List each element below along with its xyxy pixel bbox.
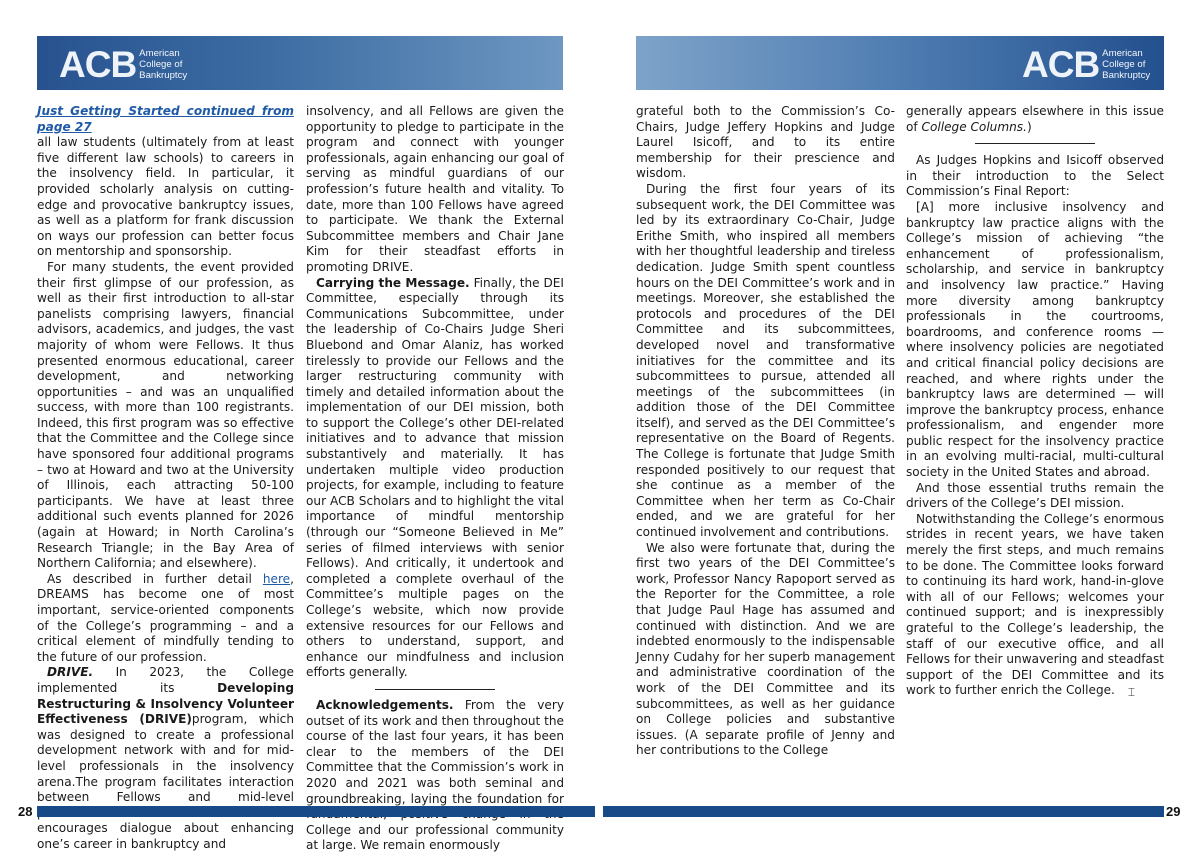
paragraph-text: Notwithstanding the College’s enormous strides in recent years, we have taken merely the first steps, and much remains to be done. The Committee looks forward to continuing its hard work, hand-in-glove with all of our Fellows; welcomes your continued support; and is inexpressibly grateful to the College’s leadership, the staff of our executive office, and all Fellows for their unwavering and steadfast support of the DEI Committee and its work to further enrich the College. <box>906 511 1165 698</box>
paragraph <box>306 276 564 681</box>
section-divider <box>375 689 495 690</box>
paragraph-text: , DREAMS has become one of most important, service-oriented components of the College’s programming – and a critical element of mindfully tending to the future of our profession. <box>37 571 294 664</box>
logo-line: American <box>1102 47 1143 59</box>
paragraph: For many students, the event provided their first glimpse of our profession, as well as their first introduction to all-star panelists comprising lawyers, financial advisors, academics, and judges, the vast majority of whom were Fellows. It thus presented enormous educational, career development, and networking opportunities – and was an unqualified success, with more than 100 registrants. Indeed, this first program was so effective that the Committee and the College since have sponsored four additional programs – two at Howard and two at the University of Illinois, each attracting 50-100 participants. We have at least three additional such events planned for 2026 (again at Howard; in North Carolina’s Research Triangle; in the Bay Area of Northern California; and elsewhere). <box>37 259 294 571</box>
paragraph <box>906 512 1164 700</box>
paragraph-text: In 2023, the College implemented its <box>37 665 294 695</box>
paragraph <box>306 698 564 854</box>
publication-title: College Columns. <box>921 119 1027 134</box>
text-cursor-icon: ⌶ <box>1127 685 1136 700</box>
header-banner-left <box>37 36 563 90</box>
page-number-left: 28 <box>18 804 33 819</box>
paragraph: grateful both to the Commission’s Co-Chairs, Judge Jeffery Hopkins and Judge Laurel Isicoff, and to its entire membership for their prescience and wisdom. <box>636 104 895 181</box>
logo-mark: ACB <box>59 43 137 85</box>
paragraph: We also were fortunate that, during the first two years of the DEI Committee’s work, Professor Nancy Rapoport served as the Reporter for the Committee, a role that Judge Paul Hage has assumed and continued with distinction. And we are indebted enormously to the indispensable Jenny Cudahy for her superb management and administrative coordination of the work of the DEI Committee and its subcommittees, as well as her guidance on College policies and substantive issues. (A separate profile of Jenny and her contributions to the College <box>636 540 895 758</box>
logo-line: College of <box>1102 58 1146 70</box>
block-quote: [A] more inclusive insolvency and bankruptcy law practice aligns with the College’s mission of achieving “the enhancement of professionalism, scholarship, and service in bankruptcy and insolvency law practice.” Having more diversity among bankruptcy professionals in the courtrooms, boardrooms, and conference rooms — where insolvency policies are negotiated and critical financial policy decisions are reached, and where rights under the bankruptcy laws are determined — will improve the bankruptcy process, enhance professionalism, and engender more public respect for the insolvency practice in an evolving multi-racial, multi-cultural society in the United States and abroad. <box>906 199 1164 480</box>
acb-logo <box>1022 43 1151 85</box>
section-divider <box>975 143 1095 144</box>
header-banner-right <box>636 36 1164 90</box>
paragraph-text: As described in further detail <box>47 571 263 586</box>
program-name: Developing Restructuring & Insolvency Volunteer Effectiveness (DRIVE) <box>37 680 294 727</box>
paragraph-text: From the very outset of its work and then throughout the course of the last four years, it has been clear to the members of the DEI Committee that the Commission’s work in 2020 and 2021 was both seminal and groundbreaking, laying the foundation for College and our professional community at large. We remain enormously <box>306 697 564 853</box>
paragraph: insolvency, and all Fellows are given the opportunity to pledge to participate in the program and connect with younger professionals, again enhancing our goal of serving as mindful guardians of our profession’s future health and vitality. To date, more than 100 Fellows have agreed to participate. We thank the External Subcommittee members and Chair Jane Kim for their steadfast efforts in promoting DRIVE. <box>306 104 564 274</box>
paragraph <box>37 572 294 666</box>
footer-bar-right <box>603 806 1164 817</box>
article-column-4 <box>906 104 1164 699</box>
article-column-2 <box>306 104 564 854</box>
here-link[interactable]: here <box>262 571 291 586</box>
footer-bar-left <box>37 806 595 817</box>
section-lead: Carrying the Message. <box>316 275 470 290</box>
logo-line: Bankruptcy <box>139 69 188 81</box>
paragraph: As Judges Hopkins and Isicoff observed in their introduction to the Select Commission’s Final Report: <box>906 153 1164 199</box>
article-column-1 <box>37 104 294 853</box>
paragraph-text: program, which was designed to create a professional development network with and for mid-level professionals in the insolvency arena.The program facilitates interaction between Fellows and mid-level encourages dialogue about enhancing one’s career in bankruptcy and <box>37 712 294 851</box>
paragraph-text: Finally, the DEI Committee, especially through its Communications Subcommittee, under the leadership of Co-Chairs Judge Sheri Bluebond and Omar Alaniz, has worked tirelessly to provide our Fellows and the larger restructuring community with timely and detailed information about the implementation of our DEI mission, both to support the College’s other DEI-related initiatives and to advance that mission substantively and materially. It has undertaken multiple video production projects, for example, including to feature our ACB Scholars and to highlight the vital importance of mindful mentorship (through our “Someone Believed in Me” series of filmed interviews with senior Fellows). And critically, it undertook and completed a complete overhaul of the Committee’s multiple pages on the College’s website, which now provide extensive resources for our Fellows and others to understand, support, and enhance our mindfulness and inclusion efforts generally. <box>306 275 564 680</box>
section-lead: DRIVE. <box>47 665 94 680</box>
section-lead: Acknowledgements. <box>316 697 454 712</box>
logo-line: Bankruptcy <box>1102 69 1151 81</box>
paragraph: And those essential truths remain the drivers of the College’s DEI mission. <box>906 480 1164 511</box>
continued-paragraph <box>37 104 294 260</box>
paragraph <box>37 665 294 852</box>
page-number-right: 29 <box>1166 804 1181 819</box>
logo-text <box>139 48 187 81</box>
continued-from-link[interactable]: Just Getting Started continued from page 27 <box>37 104 294 134</box>
logo-mark: ACB <box>1022 43 1100 85</box>
paragraph <box>906 104 1164 135</box>
paragraph: During the first four years of its subsequent work, the DEI Committee was led by its extraordinary Co-Chair, Judge Erithe Smith, who inspired all members with her thoughtful leadership and tireless dedication. Judge Smith spent countless hours on the DEI Committee’s work and in meetings. Moreover, she established the protocols and procedures of the DEI Committee and its subcommittees, developed novel and transformative initiatives for the committee and its subcommittees to pursue, attended all meetings of the subcommittees (in addition those of the DEI Committee itself), and served as the DEI Committee’s representative on the Board of Regents. The College is fortunate that Judge Smith responded positively to our request that she continue as a member of the Committee when her term as Co-Chair ended, and we are grateful for her continued involvement and contributions. <box>636 181 895 540</box>
acb-logo <box>59 43 188 85</box>
paragraph-text: all law students (ultimately from at least five different law schools) to careers in the insolvency field. In particular, it provided scholarly analysis on cutting-edge and provocative bankruptcy issues, as well as a platform for frank discussion on ways our profession can better focus on mentorship and sponsorship. <box>37 135 294 259</box>
article-column-3 <box>636 104 895 759</box>
paragraph-text: ) <box>1026 119 1032 134</box>
logo-text <box>1102 48 1150 81</box>
paragraph-text: generally appears elsewhere in this issue of <box>906 104 1164 134</box>
logo-line: American <box>139 47 180 59</box>
logo-line: College of <box>139 58 183 70</box>
